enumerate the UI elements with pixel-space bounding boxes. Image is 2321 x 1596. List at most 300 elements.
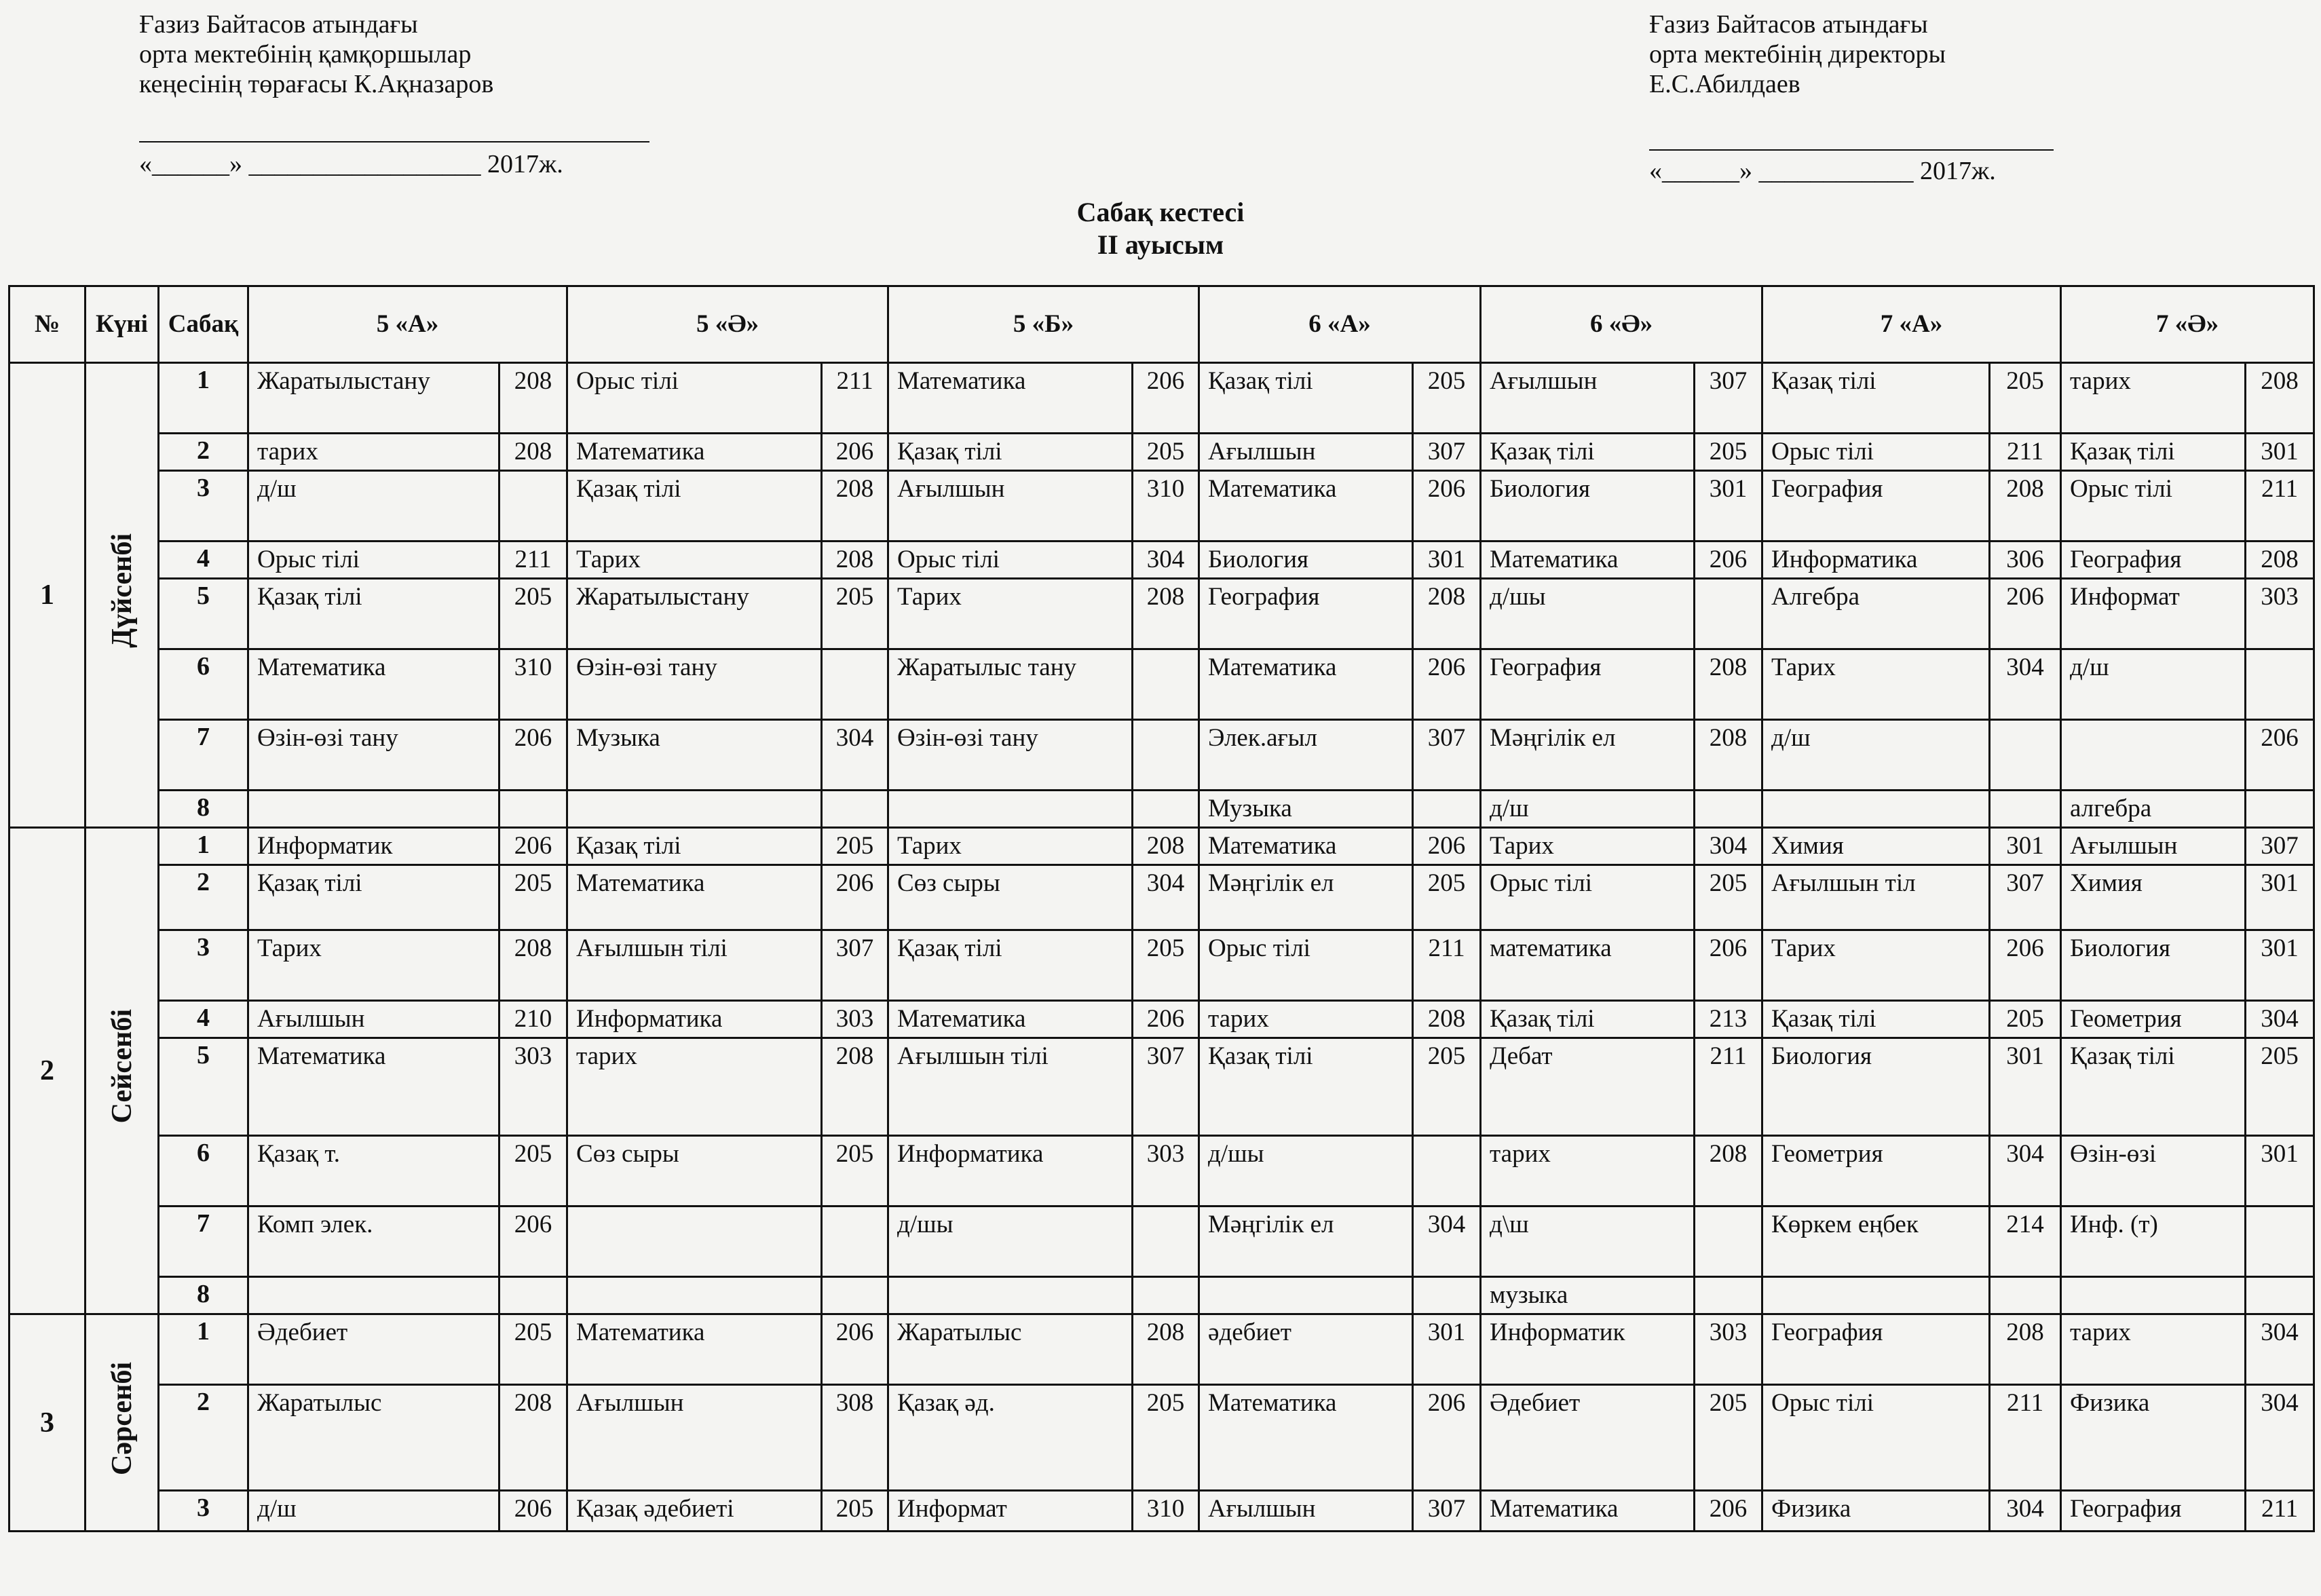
- subject-cell: Әдебиет: [1481, 1385, 1695, 1491]
- room-cell: 211: [822, 363, 888, 434]
- room-cell: 208: [499, 1385, 567, 1491]
- header-left-date: «______» __________________ 2017ж.: [139, 150, 563, 178]
- room-cell: [1413, 1277, 1481, 1314]
- room-cell: 301: [1990, 828, 2061, 865]
- header-right-line2: орта мектебінің директоры: [1649, 40, 1946, 69]
- subject-cell: Өзін-өзі тану: [567, 649, 822, 720]
- subject-cell: Қазақ тілі: [248, 865, 499, 930]
- table-row: [10, 828, 2314, 865]
- subject-cell: Қазақ тілі: [1762, 1001, 1990, 1038]
- subject-cell: Ағылшын: [1481, 363, 1695, 434]
- subject-cell: д/шы: [1199, 1136, 1413, 1206]
- room-cell: 208: [499, 930, 567, 1001]
- room-cell: 206: [499, 720, 567, 791]
- day-number: 1: [10, 363, 86, 828]
- room-cell: 301: [2246, 865, 2314, 930]
- room-cell: 303: [2246, 579, 2314, 649]
- table-row: [10, 865, 2314, 930]
- subject-cell: Жаратылыс тану: [888, 649, 1133, 720]
- subject-cell: Орыс тілі: [1762, 434, 1990, 471]
- room-cell: 303: [499, 1038, 567, 1136]
- subject-cell: География: [2061, 542, 2246, 579]
- room-cell: 211: [2246, 1491, 2314, 1532]
- lesson-number: 3: [159, 1491, 248, 1532]
- subject-cell: [888, 791, 1133, 828]
- room-cell: [2246, 649, 2314, 720]
- subject-cell: Қазақ тілі: [1481, 1001, 1695, 1038]
- room-cell: 206: [1990, 579, 2061, 649]
- subject-cell: Математика: [567, 434, 822, 471]
- table-row: [10, 1277, 2314, 1314]
- subject-cell: Информатик: [1481, 1314, 1695, 1385]
- table-row: [10, 1038, 2314, 1136]
- table-row: [10, 649, 2314, 720]
- room-cell: 205: [499, 1136, 567, 1206]
- subject-cell: [248, 791, 499, 828]
- room-cell: 206: [499, 1206, 567, 1277]
- room-cell: 205: [2246, 1038, 2314, 1136]
- subject-cell: География: [1762, 471, 1990, 542]
- subject-cell: Қазақ әд.: [888, 1385, 1133, 1491]
- lesson-number: 8: [159, 1277, 248, 1314]
- room-cell: 208: [1990, 1314, 2061, 1385]
- room-cell: [1695, 1206, 1762, 1277]
- room-cell: 304: [1695, 828, 1762, 865]
- room-cell: 307: [822, 930, 888, 1001]
- header-class: 5 «А»: [248, 286, 567, 363]
- subject-cell: Орыс тілі: [1762, 1385, 1990, 1491]
- subject-cell: тарих: [567, 1038, 822, 1136]
- subject-cell: Ағылшын тіл: [1762, 865, 1990, 930]
- lesson-number: 1: [159, 363, 248, 434]
- subject-cell: Ағылшын: [2061, 828, 2246, 865]
- header-left-line1: Ғазиз Байтасов атындағы: [139, 10, 418, 39]
- room-cell: 206: [1413, 649, 1481, 720]
- header-left-block: [139, 10, 493, 99]
- subject-cell: Физика: [2061, 1385, 2246, 1491]
- subject-cell: Ағылшын: [1199, 1491, 1413, 1532]
- subject-cell: Қазақ тілі: [1762, 363, 1990, 434]
- subject-cell: Мәңгілік ел: [1199, 1206, 1413, 1277]
- room-cell: 208: [1413, 1001, 1481, 1038]
- header-right-line3: Е.С.Абилдаев: [1649, 70, 1800, 98]
- header-left-line3: кеңесінің төрағасы К.Ақназаров: [139, 70, 494, 98]
- subject-cell: алгебра: [2061, 791, 2246, 828]
- room-cell: 206: [2246, 720, 2314, 791]
- table-row: [10, 579, 2314, 649]
- header-left-signature-line: [139, 141, 649, 142]
- room-cell: [822, 1206, 888, 1277]
- subject-cell: Математика: [1199, 828, 1413, 865]
- subject-cell: Қазақ т.: [248, 1136, 499, 1206]
- page-title: Сабақ кестесі: [1076, 197, 1245, 227]
- room-cell: 208: [2246, 542, 2314, 579]
- room-cell: 206: [822, 434, 888, 471]
- table-row: [10, 1491, 2314, 1532]
- lesson-number: 4: [159, 542, 248, 579]
- room-cell: 208: [499, 363, 567, 434]
- subject-cell: Жаратылыс: [248, 1385, 499, 1491]
- lesson-number: 5: [159, 1038, 248, 1136]
- subject-cell: д/ш: [2061, 649, 2246, 720]
- lesson-number: 2: [159, 1385, 248, 1491]
- subject-cell: Информатик: [248, 828, 499, 865]
- subject-cell: Қазақ тілі: [2061, 1038, 2246, 1136]
- subject-cell: [248, 1277, 499, 1314]
- day-number: 3: [10, 1314, 86, 1532]
- room-cell: 211: [2246, 471, 2314, 542]
- subject-cell: [567, 791, 822, 828]
- subject-cell: д/ш: [1762, 720, 1990, 791]
- room-cell: 306: [1990, 542, 2061, 579]
- room-cell: 208: [1990, 471, 2061, 542]
- table-row: [10, 434, 2314, 471]
- subject-cell: Инф. (т): [2061, 1206, 2246, 1277]
- room-cell: 208: [822, 1038, 888, 1136]
- subject-cell: Информатика: [567, 1001, 822, 1038]
- subject-cell: Сөз сыры: [888, 865, 1133, 930]
- room-cell: 205: [822, 1491, 888, 1532]
- lesson-number: 2: [159, 434, 248, 471]
- subject-cell: Математика: [1199, 1385, 1413, 1491]
- subject-cell: Музыка: [567, 720, 822, 791]
- room-cell: 307: [1413, 434, 1481, 471]
- subject-cell: Тарих: [1762, 930, 1990, 1001]
- subject-cell: Ағылшын: [1199, 434, 1413, 471]
- header-class: 6 «А»: [1199, 286, 1481, 363]
- subject-cell: Химия: [1762, 828, 1990, 865]
- subject-cell: [567, 1277, 822, 1314]
- room-cell: [822, 791, 888, 828]
- room-cell: 205: [499, 579, 567, 649]
- subject-cell: Музыка: [1199, 791, 1413, 828]
- room-cell: 208: [2246, 363, 2314, 434]
- subject-cell: Математика: [1199, 471, 1413, 542]
- subject-cell: Мәңгілік ел: [1481, 720, 1695, 791]
- subject-cell: География: [1762, 1314, 1990, 1385]
- lesson-number: 6: [159, 649, 248, 720]
- room-cell: [2246, 1277, 2314, 1314]
- table-row: [10, 1136, 2314, 1206]
- room-cell: 208: [499, 434, 567, 471]
- room-cell: 211: [1990, 1385, 2061, 1491]
- subject-cell: Математика: [1481, 1491, 1695, 1532]
- day-name-cell: [86, 1314, 159, 1532]
- subject-cell: География: [1481, 649, 1695, 720]
- room-cell: 304: [1990, 1491, 2061, 1532]
- room-cell: 301: [1413, 542, 1481, 579]
- room-cell: [2246, 1206, 2314, 1277]
- table-row: [10, 471, 2314, 542]
- room-cell: 206: [1695, 930, 1762, 1001]
- lesson-number: 4: [159, 1001, 248, 1038]
- day-name-cell: [86, 828, 159, 1314]
- room-cell: 303: [822, 1001, 888, 1038]
- subject-cell: Жаратылыстану: [248, 363, 499, 434]
- subject-cell: Геометрия: [1762, 1136, 1990, 1206]
- room-cell: 206: [822, 1314, 888, 1385]
- room-cell: 303: [1695, 1314, 1762, 1385]
- header-class: 7 «А»: [1762, 286, 2061, 363]
- day-name: Дүйсенбі: [106, 533, 138, 648]
- room-cell: 304: [1133, 542, 1199, 579]
- subject-cell: Өзін-өзі тану: [888, 720, 1133, 791]
- subject-cell: Мәңгілік ел: [1199, 865, 1413, 930]
- subject-cell: [1762, 1277, 1990, 1314]
- subject-cell: [888, 1277, 1133, 1314]
- room-cell: 304: [1133, 865, 1199, 930]
- lesson-number: 3: [159, 930, 248, 1001]
- room-cell: 208: [822, 471, 888, 542]
- subject-cell: Жаратылыстану: [567, 579, 822, 649]
- subject-cell: Жаратылыс: [888, 1314, 1133, 1385]
- subject-cell: Сөз сыры: [567, 1136, 822, 1206]
- room-cell: 307: [1413, 1491, 1481, 1532]
- room-cell: [1133, 1277, 1199, 1314]
- subject-cell: Информатика: [888, 1136, 1133, 1206]
- subject-cell: тарих: [1481, 1136, 1695, 1206]
- room-cell: 307: [1695, 363, 1762, 434]
- table-row: [10, 542, 2314, 579]
- room-cell: 205: [1413, 1038, 1481, 1136]
- room-cell: 211: [1413, 930, 1481, 1001]
- schedule-table: [8, 285, 2315, 1532]
- room-cell: 205: [1133, 1385, 1199, 1491]
- subject-cell: Тарих: [248, 930, 499, 1001]
- subject-cell: Қазақ әдебиеті: [567, 1491, 822, 1532]
- lesson-number: 2: [159, 865, 248, 930]
- subject-cell: Орыс тілі: [888, 542, 1133, 579]
- subject-cell: д/шы: [888, 1206, 1133, 1277]
- room-cell: [499, 1277, 567, 1314]
- room-cell: [1990, 720, 2061, 791]
- subject-cell: Қазақ тілі: [567, 471, 822, 542]
- subject-cell: Математика: [1481, 542, 1695, 579]
- room-cell: 208: [1695, 720, 1762, 791]
- subject-cell: әдебиет: [1199, 1314, 1413, 1385]
- room-cell: [1990, 791, 2061, 828]
- room-cell: 301: [1990, 1038, 2061, 1136]
- room-cell: 307: [1413, 720, 1481, 791]
- room-cell: 205: [1413, 363, 1481, 434]
- room-cell: 205: [1990, 1001, 2061, 1038]
- subject-cell: Математика: [248, 1038, 499, 1136]
- subject-cell: Элек.ағыл: [1199, 720, 1413, 791]
- subject-cell: Қазақ тілі: [1481, 434, 1695, 471]
- room-cell: 304: [1413, 1206, 1481, 1277]
- subject-cell: Тарих: [888, 828, 1133, 865]
- subject-cell: математика: [1481, 930, 1695, 1001]
- room-cell: 310: [1133, 471, 1199, 542]
- room-cell: 206: [1695, 1491, 1762, 1532]
- subject-cell: Физика: [1762, 1491, 1990, 1532]
- room-cell: 206: [1413, 471, 1481, 542]
- day-name: Сәрсенбі: [106, 1361, 138, 1475]
- day-name: Сейсенбі: [106, 1009, 138, 1124]
- subject-cell: Көркем еңбек: [1762, 1206, 1990, 1277]
- subject-cell: Әдебиет: [248, 1314, 499, 1385]
- subject-cell: Информатика: [1762, 542, 1990, 579]
- header-left-line2: орта мектебінің қамқоршылар: [139, 40, 472, 69]
- subject-cell: тарих: [248, 434, 499, 471]
- room-cell: 205: [499, 1314, 567, 1385]
- header-num: №: [10, 286, 86, 363]
- subject-cell: тарих: [2061, 363, 2246, 434]
- room-cell: 208: [1133, 828, 1199, 865]
- room-cell: [822, 649, 888, 720]
- subject-cell: Өзін-өзі: [2061, 1136, 2246, 1206]
- room-cell: 208: [1133, 1314, 1199, 1385]
- subject-cell: Математика: [567, 865, 822, 930]
- room-cell: 205: [1695, 434, 1762, 471]
- subject-cell: д/ш: [248, 1491, 499, 1532]
- subject-cell: д/ш: [1481, 791, 1695, 828]
- subject-cell: Өзін-өзі тану: [248, 720, 499, 791]
- subject-cell: д/шы: [1481, 579, 1695, 649]
- room-cell: 206: [499, 1491, 567, 1532]
- subject-cell: Математика: [567, 1314, 822, 1385]
- room-cell: 208: [1133, 579, 1199, 649]
- lesson-number: 1: [159, 1314, 248, 1385]
- subject-cell: Қазақ тілі: [1199, 363, 1413, 434]
- room-cell: 205: [1695, 1385, 1762, 1491]
- page-subtitle: II ауысым: [1097, 229, 1224, 260]
- subject-cell: Ағылшын тілі: [888, 1038, 1133, 1136]
- room-cell: 307: [1990, 865, 2061, 930]
- room-cell: 304: [822, 720, 888, 791]
- subject-cell: д\ш: [1481, 1206, 1695, 1277]
- room-cell: [2246, 791, 2314, 828]
- room-cell: 308: [822, 1385, 888, 1491]
- room-cell: 205: [1990, 363, 2061, 434]
- header-class: 7 «Ә»: [2061, 286, 2314, 363]
- room-cell: 304: [2246, 1314, 2314, 1385]
- room-cell: 303: [1133, 1136, 1199, 1206]
- room-cell: [1695, 791, 1762, 828]
- room-cell: [1133, 649, 1199, 720]
- subject-cell: [1762, 791, 1990, 828]
- room-cell: 208: [822, 542, 888, 579]
- subject-cell: Дебат: [1481, 1038, 1695, 1136]
- room-cell: [1133, 720, 1199, 791]
- room-cell: 205: [1133, 930, 1199, 1001]
- room-cell: 210: [499, 1001, 567, 1038]
- room-cell: 304: [2246, 1385, 2314, 1491]
- subject-cell: Орыс тілі: [1481, 865, 1695, 930]
- room-cell: 208: [1695, 649, 1762, 720]
- subject-cell: Ағылшын: [248, 1001, 499, 1038]
- room-cell: 206: [1990, 930, 2061, 1001]
- room-cell: 205: [1133, 434, 1199, 471]
- subject-cell: Орыс тілі: [2061, 471, 2246, 542]
- header-class: 5 «Б»: [888, 286, 1199, 363]
- room-cell: 307: [2246, 828, 2314, 865]
- table-row: [10, 1385, 2314, 1491]
- table-row: [10, 720, 2314, 791]
- room-cell: 301: [2246, 1136, 2314, 1206]
- header-day: Күні: [86, 286, 159, 363]
- room-cell: [1695, 1277, 1762, 1314]
- subject-cell: Тарих: [1481, 828, 1695, 865]
- room-cell: 205: [499, 865, 567, 930]
- room-cell: 301: [1413, 1314, 1481, 1385]
- subject-cell: [2061, 720, 2246, 791]
- room-cell: 307: [1133, 1038, 1199, 1136]
- lesson-number: 1: [159, 828, 248, 865]
- room-cell: 208: [1413, 579, 1481, 649]
- room-cell: [1695, 579, 1762, 649]
- room-cell: 310: [499, 649, 567, 720]
- room-cell: 211: [1695, 1038, 1762, 1136]
- room-cell: 214: [1990, 1206, 2061, 1277]
- header-class: 6 «Ә»: [1481, 286, 1762, 363]
- room-cell: 206: [1133, 1001, 1199, 1038]
- subject-cell: [1199, 1277, 1413, 1314]
- header-right-line1: Ғазиз Байтасов атындағы: [1649, 10, 1928, 39]
- subject-cell: Комп элек.: [248, 1206, 499, 1277]
- subject-cell: Ағылшын тілі: [567, 930, 822, 1001]
- room-cell: 211: [499, 542, 567, 579]
- subject-cell: Қазақ тілі: [2061, 434, 2246, 471]
- schedule-body: [10, 363, 2314, 1532]
- subject-cell: Қазақ тілі: [888, 434, 1133, 471]
- header-right-block: [1649, 10, 1946, 99]
- header-class: 5 «Ә»: [567, 286, 888, 363]
- subject-cell: Қазақ тілі: [888, 930, 1133, 1001]
- subject-cell: Орыс тілі: [248, 542, 499, 579]
- room-cell: 211: [1990, 434, 2061, 471]
- subject-cell: Биология: [1481, 471, 1695, 542]
- table-row: [10, 1314, 2314, 1385]
- room-cell: 205: [822, 579, 888, 649]
- subject-cell: Ағылшын: [888, 471, 1133, 542]
- room-cell: [1413, 1136, 1481, 1206]
- table-row: [10, 930, 2314, 1001]
- room-cell: [499, 471, 567, 542]
- subject-cell: тарих: [2061, 1314, 2246, 1385]
- subject-cell: Математика: [888, 1001, 1133, 1038]
- subject-cell: [2061, 1277, 2246, 1314]
- subject-cell: Биология: [1199, 542, 1413, 579]
- room-cell: 206: [1413, 828, 1481, 865]
- subject-cell: Химия: [2061, 865, 2246, 930]
- day-number: 2: [10, 828, 86, 1314]
- subject-cell: д/ш: [248, 471, 499, 542]
- lesson-number: 7: [159, 720, 248, 791]
- lesson-number: 5: [159, 579, 248, 649]
- subject-cell: Биология: [1762, 1038, 1990, 1136]
- room-cell: 304: [1990, 1136, 2061, 1206]
- table-row: [10, 1206, 2314, 1277]
- table-header-row: [10, 286, 2314, 363]
- room-cell: 304: [1990, 649, 2061, 720]
- room-cell: 205: [822, 1136, 888, 1206]
- header-right-signature-line: [1649, 149, 2054, 151]
- table-row: [10, 791, 2314, 828]
- room-cell: 301: [2246, 434, 2314, 471]
- subject-cell: Тарих: [888, 579, 1133, 649]
- room-cell: 208: [1695, 1136, 1762, 1206]
- lesson-number: 6: [159, 1136, 248, 1206]
- subject-cell: [567, 1206, 822, 1277]
- subject-cell: Алгебра: [1762, 579, 1990, 649]
- day-name-cell: [86, 363, 159, 828]
- subject-cell: тарих: [1199, 1001, 1413, 1038]
- header-right-date: «______» ____________ 2017ж.: [1649, 157, 1996, 185]
- room-cell: 301: [1695, 471, 1762, 542]
- subject-cell: Қазақ тілі: [248, 579, 499, 649]
- subject-cell: Тарих: [567, 542, 822, 579]
